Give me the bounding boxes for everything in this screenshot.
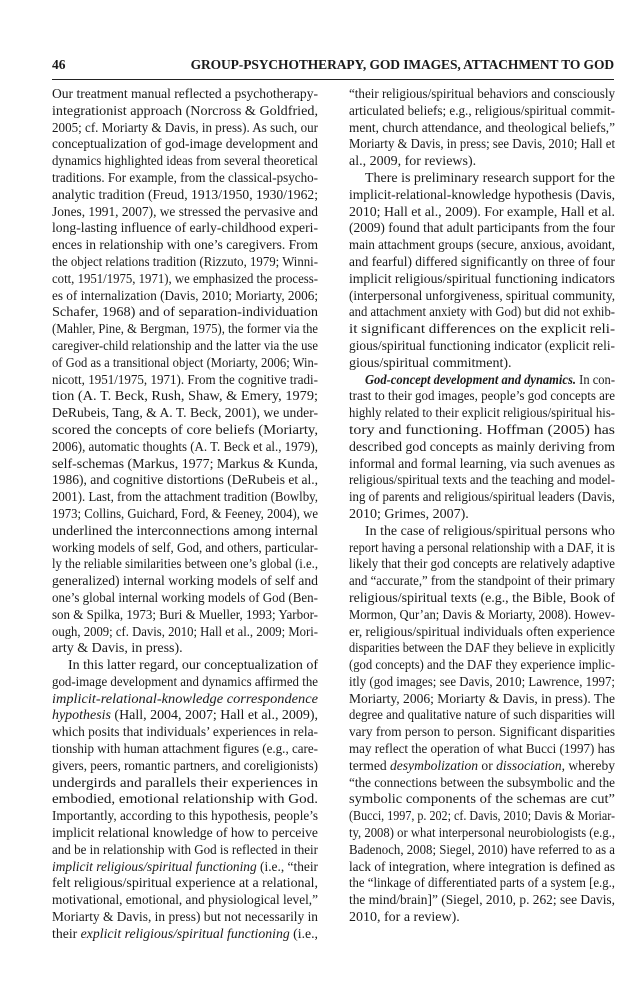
running-header: [52, 57, 614, 75]
line-text: underlined the interconnections among internal: [52, 523, 318, 539]
line-text: [52, 860, 318, 877]
text-line: [52, 221, 318, 238]
line-text: Mormon, Qur’an; Davis & Moriarty, 2008). Howev-: [349, 607, 615, 623]
text-segment: termed: [349, 758, 390, 774]
line-text: “the connections between the subsymbolic and the: [349, 775, 615, 791]
line-text: described god concepts as mainly deriving from: [349, 439, 615, 455]
emphasis-text: implicit religious/spiritual functioning: [52, 859, 257, 875]
text-line: [349, 322, 615, 339]
text-line: [52, 406, 318, 423]
emphasis-text: explicit religious/spiritual functioning: [80, 926, 290, 942]
text-line: [52, 272, 318, 289]
line-text: ing of parents and religious/spiritual leaders (Davis,: [349, 490, 615, 506]
line-text: ough, 2009; cf. Davis, 2010; Hall et al., 2009; Mori-: [52, 624, 318, 640]
line-text: (god concepts) and the DAF they experience implic-: [349, 658, 615, 674]
line-text: 2010; Grimes, 2007).: [349, 506, 469, 522]
text-line: [52, 104, 318, 121]
line-text: highly related to their explicit religious/spiritual his-: [349, 406, 615, 422]
text-line: [349, 389, 615, 406]
line-text: Jones, 1991, 2007), we stressed the pervasive and: [52, 204, 318, 220]
line-text: 2001). Last, from the attachment tradition (Bowlby,: [52, 490, 318, 506]
line-text: felt religious/spiritual experience at a relational,: [52, 876, 318, 892]
text-line: [52, 188, 318, 205]
text-line: [349, 625, 615, 642]
line-text: 2005; cf. Moriarty & Davis, in press). As such, our: [52, 120, 318, 136]
line-text: 1986), and cognitive distortions (DeRubeis et al.,: [52, 473, 318, 489]
line-text: traditions. For example, from the classical-psycho-: [52, 170, 318, 186]
running-title: GROUP-PSYCHOTHERAPY, GOD IMAGES, ATTACHMENT TO GOD: [190, 57, 614, 72]
line-text: In the case of religious/spiritual persons who: [365, 523, 615, 539]
line-text: (Bucci, 1997, p. 202; cf. Davis, 2010; Davis & Moriar-: [349, 809, 615, 825]
line-text: Importantly, according to this hypothesis, people’s: [52, 809, 318, 825]
line-text: likely that their god concepts are relatively adaptive: [349, 557, 615, 573]
text-line: [349, 860, 615, 877]
text-line: [349, 339, 615, 356]
line-text: may reflect the operation of what Bucci (1997) has: [349, 742, 615, 758]
paragraph: [349, 373, 615, 524]
text-line: [349, 591, 615, 608]
text-line: [52, 137, 318, 154]
line-text: report having a personal relationship with a DAF, it is: [349, 540, 615, 556]
line-text: There is preliminary research support for the: [365, 170, 615, 186]
text-line: [52, 356, 318, 373]
text-line: [52, 473, 318, 490]
line-text: In this latter regard, our conceptualization of: [68, 658, 318, 674]
text-line: [349, 557, 615, 574]
line-text: arty & Davis, in press).: [52, 641, 183, 657]
line-text: es of internalization (Davis, 2010; Moriarty, 2006;: [52, 288, 318, 304]
line-text: informal and formal learning, via such avenues as: [349, 456, 615, 472]
text-line: [349, 792, 615, 809]
text-line: [349, 641, 615, 658]
line-text: integrationist approach (Norcross & Goldfried,: [52, 103, 318, 119]
line-text: ences in relationship with one’s caregivers. From: [52, 238, 318, 254]
text-line: [349, 473, 615, 490]
text-segment: In con-: [576, 372, 615, 388]
line-text: which posits that individuals’ experiences in rela-: [52, 725, 318, 741]
text-line: [349, 221, 615, 238]
line-text: “their religious/spiritual behaviors and consciously: [349, 87, 615, 102]
line-text: undergirds and parallels their experiences in: [52, 775, 318, 791]
line-text: [365, 373, 615, 390]
text-line: [349, 255, 615, 272]
line-text: Moriarty & Davis, in press) but not necessarily in: [52, 910, 318, 926]
text-line: [52, 910, 318, 927]
emphasis-text: God-concept development and dynamics.: [365, 372, 577, 388]
line-text: scored the concepts of core beliefs (Moriarty,: [52, 422, 318, 438]
line-text: of God as a transitional object (Moriarty, 2006; Win-: [52, 355, 318, 371]
line-text: religious/spiritual texts and the teaching and model-: [349, 473, 615, 489]
text-line: [52, 692, 318, 709]
line-text: tionship with human attachment figures (e.g., care-: [52, 742, 318, 758]
text-line: [349, 171, 615, 188]
text-segment: (i.e.,: [289, 926, 318, 942]
text-line: [349, 272, 615, 289]
line-text: tion (A. T. Beck, Rush, Shaw, & Emery, 1979;: [52, 389, 318, 405]
line-text: caregiver-child relationship and the latter via the use: [52, 338, 318, 354]
text-line: [52, 641, 318, 658]
text-line: [349, 826, 615, 843]
text-line: [349, 876, 615, 893]
page-number: 46: [52, 57, 66, 72]
paragraph: [52, 658, 318, 944]
text-line: [52, 826, 318, 843]
line-text: symbolic components of the schemas are cut”: [349, 792, 615, 808]
line-text: son & Spilka, 1973; Buri & Mueller, 1993; Yarbor-: [52, 607, 318, 623]
line-text: generalized) internal working models of self and: [52, 574, 318, 590]
text-line: [349, 658, 615, 675]
text-line: [52, 675, 318, 692]
text-line: [52, 457, 318, 474]
line-text: self-schemas (Markus, 1977; Markus & Kunda,: [52, 456, 318, 472]
line-text: Badenoch, 2008; Siegel, 2010) have referred to as a: [349, 842, 615, 858]
line-text: disparities between the DAF they believe in explicitly: [349, 641, 615, 657]
line-text: gious/spiritual commitment).: [349, 355, 512, 371]
line-text: dynamics highlighted ideas from several theoretical: [52, 154, 318, 170]
text-line: [349, 608, 615, 625]
text-line: [52, 776, 318, 793]
right-column: [349, 87, 615, 927]
text-line: [52, 440, 318, 457]
emphasis-text: hypothesis: [52, 708, 111, 724]
line-text: articulated beliefs; e.g., religious/spiritual commit-: [349, 103, 615, 119]
text-line: [52, 507, 318, 524]
text-line: [349, 373, 615, 390]
paragraph: [52, 87, 318, 658]
text-line: [52, 524, 318, 541]
line-text: the “linkage of differentiated parts of a system [e.g.,: [349, 876, 615, 892]
line-text: al., 2009, for reviews).: [349, 154, 477, 170]
text-line: [349, 121, 615, 138]
text-line: [349, 238, 615, 255]
line-text: implicit religious/spiritual functioning indicators: [349, 271, 615, 287]
text-line: [349, 356, 615, 373]
line-text: tory and functioning. Hoffman (2005) has: [349, 422, 615, 438]
text-line: [52, 389, 318, 406]
text-line: [349, 205, 615, 222]
text-line: [52, 289, 318, 306]
text-line: [349, 457, 615, 474]
text-line: [349, 305, 615, 322]
paragraph: [349, 87, 615, 171]
line-text: DeRubeis, Tang, & A. T. Beck, 2001), we under-: [52, 406, 318, 422]
line-text: god-image development and dynamics affirmed the: [52, 674, 318, 690]
emphasis-text: desymbolization: [389, 758, 479, 774]
line-text: implicit relational knowledge of how to perceive: [52, 826, 318, 842]
line-text: main attachment groups (secure, anxious, avoidant,: [349, 238, 615, 254]
line-text: religious/spiritual texts (e.g., the Bible, Book of: [349, 590, 615, 606]
text-line: [349, 708, 615, 725]
text-line: [52, 860, 318, 877]
line-text: one’s global internal working models of God (Ben-: [52, 590, 318, 606]
line-text: itly (god images; see Davis, 2010; Lawrence, 1997;: [349, 674, 615, 690]
line-text: gious/spiritual functioning indicator (explicit reli-: [349, 338, 615, 354]
text-line: [52, 792, 318, 809]
line-text: and “accurate,” from the standpoint of their primary: [349, 574, 615, 590]
text-line: [349, 87, 615, 104]
text-line: [52, 305, 318, 322]
line-text: Schafer, 1968) and of separation-individuation: [52, 305, 318, 321]
line-text: cott, 1951/1975, 1971), we emphasized the process-: [52, 271, 318, 287]
text-line: [52, 373, 318, 390]
text-line: [52, 339, 318, 356]
line-text: 2010; Hall et al., 2009). For example, Hall et al.: [349, 204, 615, 220]
line-text: implicit-relational-knowledge hypothesis (Davis,: [349, 187, 615, 203]
text-line: [52, 574, 318, 591]
text-line: [349, 692, 615, 709]
text-line: [52, 843, 318, 860]
text-line: [52, 87, 318, 104]
text-line: [349, 188, 615, 205]
text-segment: , whereby: [561, 758, 615, 774]
text-line: [349, 289, 615, 306]
line-text: nicott, 1951/1975, 1971). From the cognitive tradi-: [52, 372, 318, 388]
text-line: [52, 591, 318, 608]
line-text: [52, 692, 318, 709]
line-text: it significant differences on the explicit reli-: [349, 322, 615, 338]
text-line: [52, 238, 318, 255]
line-text: ly the reliable similarities between one’s global (i.e.,: [52, 557, 318, 573]
line-text: [349, 759, 615, 776]
text-line: [52, 708, 318, 725]
text-line: [349, 524, 615, 541]
text-line: [349, 440, 615, 457]
text-line: [52, 205, 318, 222]
line-text: and be in relationship with God is reflected in their: [52, 842, 318, 858]
text-line: [349, 574, 615, 591]
line-text: trast to their god images, people’s god concepts are: [349, 389, 615, 405]
line-text: 1973; Collins, Guichard, Ford, & Feeney, 2004), we: [52, 506, 318, 522]
left-column: [52, 87, 318, 944]
text-segment: (i.e., “their: [256, 859, 318, 875]
line-text: 2006), automatic thoughts (A. T. Beck et al., 1979),: [52, 439, 318, 455]
paragraph: [349, 524, 615, 927]
line-text: (interpersonal unforgiveness, spiritual community,: [349, 288, 615, 304]
line-text: ment, church attendance, and theological beliefs,”: [349, 120, 615, 136]
text-line: [52, 625, 318, 642]
line-text: (Mahler, Pine, & Bergman, 1975), the former via the: [52, 322, 318, 338]
text-line: [52, 658, 318, 675]
header-rule: [52, 79, 614, 80]
line-text: degree and qualitative nature of such disparities will: [349, 708, 615, 724]
line-text: embodied, emotional relationship with God.: [52, 792, 318, 808]
line-text: 2010, for a review).: [349, 910, 460, 926]
line-text: givers, peers, romantic partners, and coreligionists): [52, 758, 318, 774]
line-text: [52, 708, 318, 725]
line-text: (2009) found that adult participants from the four: [349, 221, 615, 237]
text-line: [349, 104, 615, 121]
text-line: [349, 490, 615, 507]
text-line: [52, 490, 318, 507]
text-line: [349, 154, 615, 171]
line-text: ty, 2008) or what interpersonal neurobiologists (e.g.,: [349, 826, 615, 842]
line-text: and attachment anxiety with God) but did not exhib-: [349, 305, 615, 321]
emphasis-text: implicit-relational-knowledge correspondence: [52, 691, 318, 707]
text-line: [349, 809, 615, 826]
text-line: [52, 809, 318, 826]
text-line: [349, 137, 615, 154]
text-line: [349, 742, 615, 759]
line-text: Our treatment manual reflected a psychotherapy-: [52, 87, 318, 102]
line-text: er, religious/spiritual individuals often experience: [349, 624, 615, 640]
line-text: analytic tradition (Freud, 1913/1950, 1930/1962;: [52, 187, 318, 203]
text-line: [349, 776, 615, 793]
text-line: [52, 893, 318, 910]
text-line: [52, 322, 318, 339]
line-text: the object relations tradition (Rizzuto, 1979; Winni-: [52, 254, 318, 270]
text-line: [349, 406, 615, 423]
text-line: [52, 927, 318, 944]
text-line: [52, 171, 318, 188]
line-text: conceptualization of god-image development and: [52, 137, 318, 153]
line-text: working models of self, God, and others, particular-: [52, 540, 318, 556]
text-segment: their: [52, 926, 81, 942]
text-line: [52, 255, 318, 272]
emphasis-text: dissociation: [496, 758, 562, 774]
text-line: [349, 507, 615, 524]
text-line: [52, 121, 318, 138]
text-segment: or: [478, 758, 497, 774]
line-text: the mind/brain]” (Siegel, 2010, p. 262; see Davis,: [349, 893, 615, 909]
text-line: [52, 876, 318, 893]
text-line: [349, 423, 615, 440]
text-line: [52, 557, 318, 574]
text-line: [349, 541, 615, 558]
line-text: lack of integration, where integration is defined as: [349, 859, 615, 875]
text-line: [52, 541, 318, 558]
line-text: long-lasting influence of early-childhood experi-: [52, 221, 318, 237]
line-text: vary from person to person. Significant disparities: [349, 725, 615, 741]
line-text: Moriarty & Davis, in press; see Davis, 2010; Hall et: [349, 137, 615, 153]
text-line: [52, 725, 318, 742]
text-line: [349, 759, 615, 776]
text-segment: (Hall, 2004, 2007; Hall et al., 2009),: [110, 708, 319, 724]
line-text: and fearful) differed significantly on three of four: [349, 254, 615, 270]
paragraph: [349, 171, 615, 373]
text-line: [52, 154, 318, 171]
text-line: [349, 675, 615, 692]
text-line: [52, 742, 318, 759]
text-line: [349, 910, 615, 927]
text-line: [349, 893, 615, 910]
line-text: Moriarty, 2006; Moriarty & Davis, in press). The: [349, 691, 615, 707]
text-line: [52, 759, 318, 776]
line-text: [52, 927, 318, 944]
text-line: [349, 843, 615, 860]
text-line: [52, 423, 318, 440]
text-line: [52, 608, 318, 625]
line-text: motivational, emotional, and physiological level,”: [52, 893, 318, 909]
text-line: [349, 725, 615, 742]
